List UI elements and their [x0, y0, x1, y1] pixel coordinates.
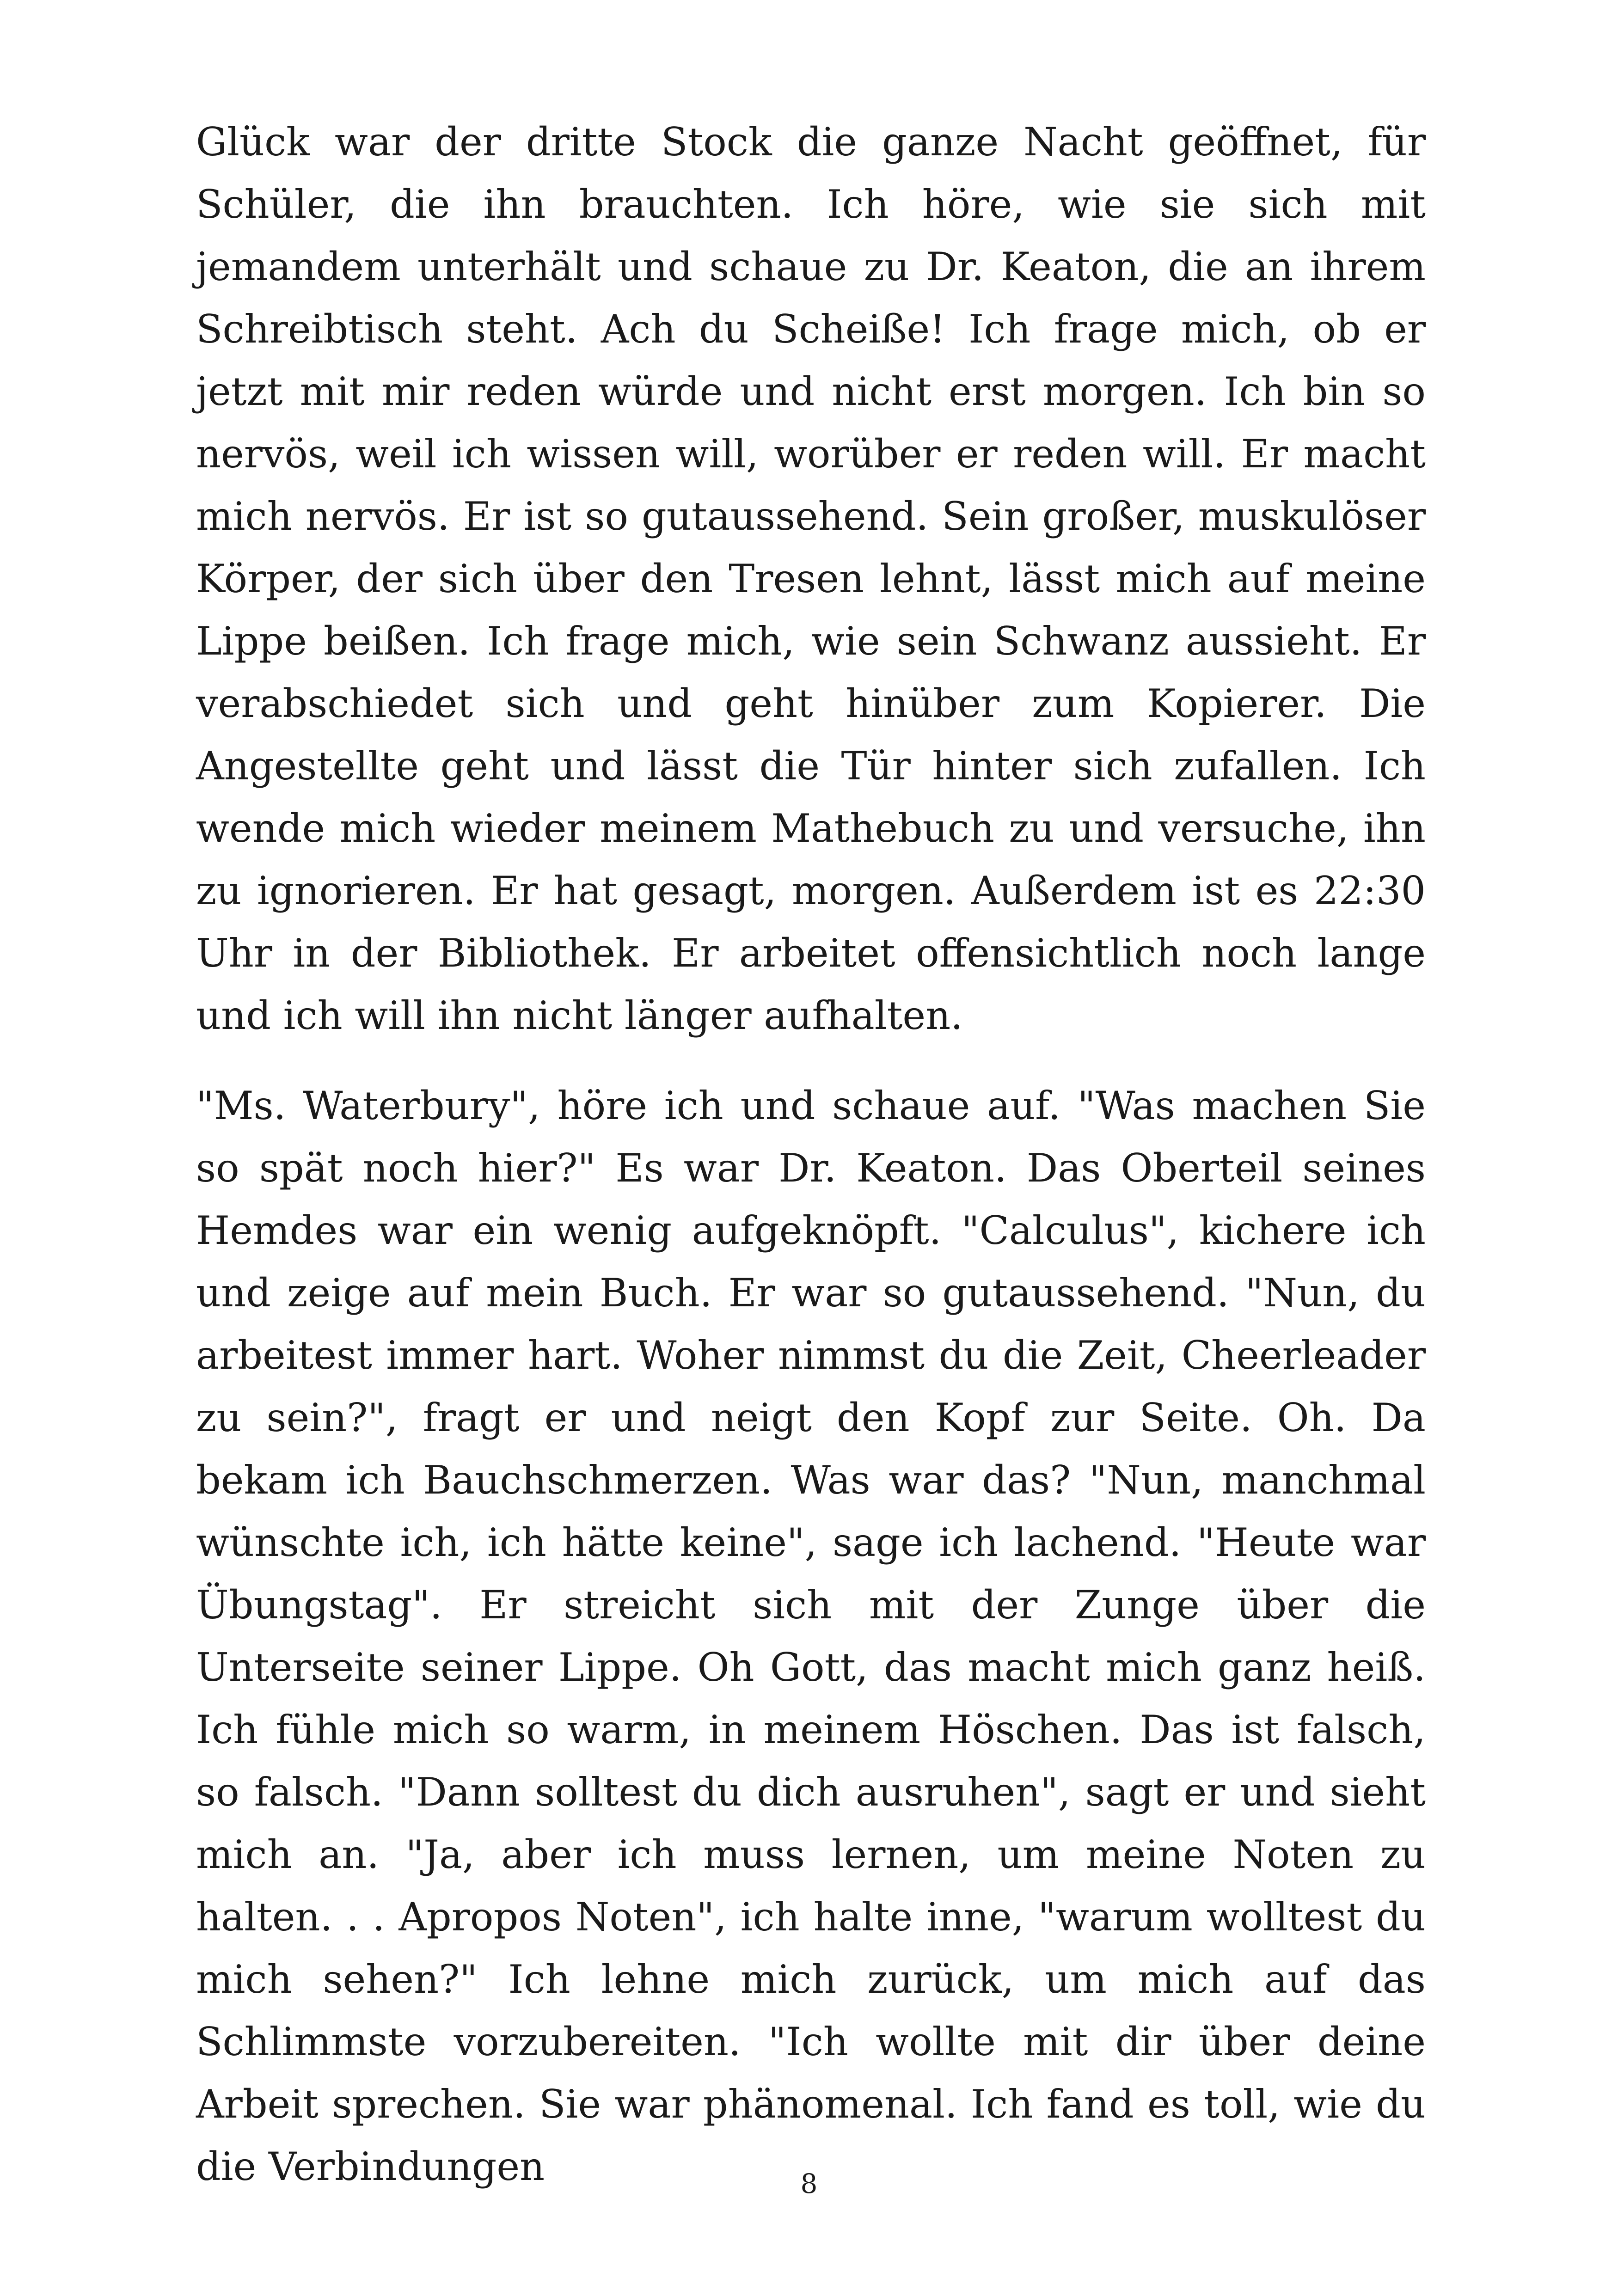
paragraph-2: "Ms. Waterbury", höre ich und schaue auf. "Was machen Sie so spät noch hier?" Es war Dr. Keaton. Das Oberteil seines Hemdes war ein wenig aufgeknöpft. "Calculus", kichere ich und zeige auf mein Buch. Er war so gutaussehend. "Nun, du arbeitest immer hart. Woher nimmst du die Zeit, Cheerleader zu sein?", fragt er und neigt den Kopf zur Seite. Oh. Da bekam ich Bauchschmerzen. Was war das? "Nun, manchmal wünschte ich, ich hätte keine", sage ich lachend. "Heute war Übungstag". Er streicht sich mit der Zunge über die Unterseite seiner Lippe. Oh Gott, das macht mich ganz heiß. Ich fühle mich so warm, in meinem Höschen. Das ist falsch, so falsch. "Dann solltest du dich ausruhen", sagt er und sieht mich an. "Ja, aber ich muss lernen, um meine Noten zu halten. . . Apropos Noten", ich halte inne, "warum wolltest du mich sehen?" Ich lehne mich zurück, um mich auf das Schlimmste vorzubereiten. "Ich wollte mit dir über deine Arbeit sprechen. Sie war phänomenal. Ich fand es toll, wie du die Verbindungen — [196, 1083, 1426, 2189]
paragraph-1: Glück war der dritte Stock die ganze Nacht geöffnet, für Schüler, die ihn brauchten. Ich höre, wie sie sich mit jemandem unterhält und schaue zu Dr. Keaton, die an ihrem Schreibtisch steht. Ach du Scheiße! Ich frage mich, ob er jetzt mit mir reden würde und nicht erst morgen. Ich bin so nervös, weil ich wissen will, worüber er reden will. Er macht mich nervös. Er ist so gutaussehend. Sein großer, muskulöser Körper, der sich über den Tresen lehnt, lässt mich auf meine Lippe beißen. Ich frage mich, wie sein Schwanz aussieht. Er verabschiedet sich und geht hinüber zum Kopierer. Die Angestellte geht und lässt die Tür hinter sich zufallen. Ich wende mich wieder meinem Mathebuch zu und versuche, ihn zu ignorieren. Er hat gesagt, morgen. Außerdem ist es 22:30 Uhr in der Bibliothek. Er arbeitet offensichtlich noch lange und ich will ihn nicht länger aufhalten. — [196, 119, 1426, 1038]
page-number: 8 — [800, 2168, 818, 2199]
body-text — [196, 111, 1426, 2198]
